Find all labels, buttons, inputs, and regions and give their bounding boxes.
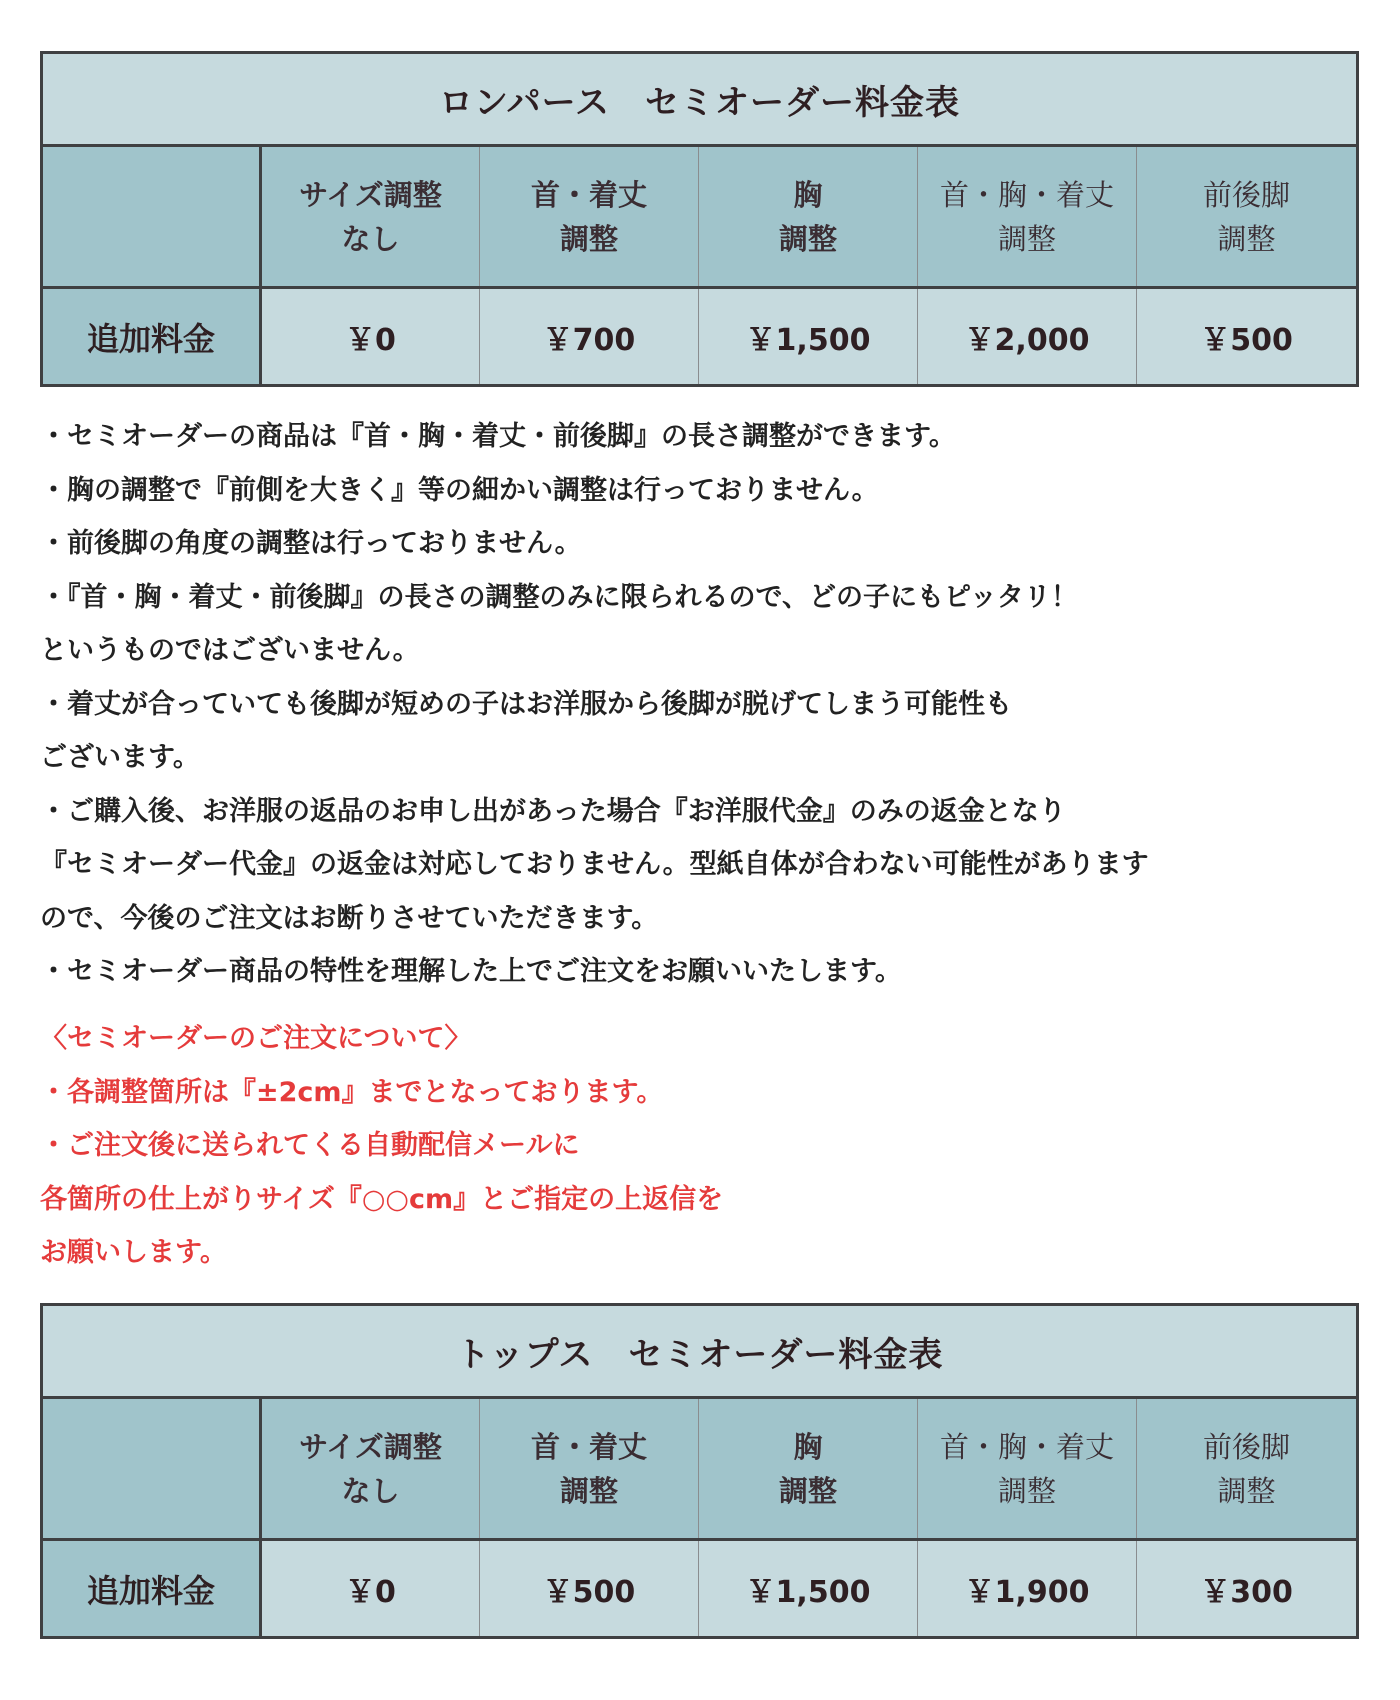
header-neck-length: 首・着丈 調整 (480, 1398, 699, 1540)
price-cell: ￥300 (1137, 1540, 1358, 1638)
order-note-line: 各箇所の仕上がりサイズ『○○cm』とご指定の上返信を (40, 1183, 724, 1215)
note-line: ございます。 (40, 742, 200, 773)
price-cell: ￥0 (261, 1540, 480, 1638)
row-label-extra-fee: 追加料金 (42, 288, 261, 386)
note-line: ・前後脚の角度の調整は行っておりません。 (40, 528, 582, 559)
order-note-line: ・ご注文後に送られてくる自動配信メールに (40, 1130, 580, 1161)
header-neck-chest-length: 首・胸・着丈 調整 (918, 146, 1137, 288)
header-empty-cell (42, 146, 261, 288)
order-note-heading: 〈セミオーダーのご注文について〉 (40, 1023, 472, 1054)
price-cell: ￥0 (261, 288, 480, 386)
price-cell: ￥500 (1137, 288, 1358, 386)
note-line: ・ご購入後、お洋服の返品のお申し出があった場合『お洋服代金』のみの返金となり (40, 795, 1066, 827)
tops-table-title: トップス セミオーダー料金表 (42, 1305, 1358, 1398)
price-cell: ￥1,900 (918, 1540, 1137, 1638)
notes-section (40, 410, 1370, 999)
header-chest: 胸 調整 (699, 146, 918, 288)
rompers-table-title: ロンパース セミオーダー料金表 (42, 53, 1358, 146)
row-label-extra-fee: 追加料金 (42, 1540, 261, 1638)
note-line: ので、今後のご注文はお断りさせていただきます。 (40, 902, 659, 934)
note-line: ・セミオーダー商品の特性を理解した上でご注文をお願いいたします。 (40, 956, 902, 987)
note-line: ・セミオーダーの商品は『首・胸・着丈・前後脚』の長さ調整ができます。 (40, 421, 956, 452)
price-cell: ￥1,500 (699, 288, 918, 386)
tops-price-table (40, 1303, 1359, 1639)
header-neck-chest-length: 首・胸・着丈 調整 (918, 1398, 1137, 1540)
note-line: ・『首・胸・着丈・前後脚』の長さの調整のみに限られるので、どの子にもピッタリ！ (40, 581, 1078, 613)
order-note-line: ・各調整箇所は『±2cm』までとなっております。 (40, 1076, 664, 1108)
note-line: というものではございません。 (40, 635, 420, 666)
header-legs: 前後脚 調整 (1137, 1398, 1358, 1540)
header-no-adjust: サイズ調整 なし (261, 1398, 480, 1540)
header-empty-cell (42, 1398, 261, 1540)
header-chest: 胸 調整 (699, 1398, 918, 1540)
header-neck-length: 首・着丈 調整 (480, 146, 699, 288)
header-no-adjust: サイズ調整 なし (261, 146, 480, 288)
order-notes-section (40, 1012, 1370, 1280)
note-line: ・着丈が合っていても後脚が短めの子はお洋服から後脚が脱げてしまう可能性も (40, 688, 1012, 720)
price-cell: ￥2,000 (918, 288, 1137, 386)
price-cell: ￥1,500 (699, 1540, 918, 1638)
price-cell: ￥500 (480, 1540, 699, 1638)
rompers-price-table (40, 51, 1359, 387)
header-legs: 前後脚 調整 (1137, 146, 1358, 288)
note-line: 『セミオーダー代金』の返金は対応しておりません。型紙自体が合わない可能性があります (40, 849, 1149, 880)
order-note-line: お願いします。 (40, 1237, 227, 1268)
price-cell: ￥700 (480, 288, 699, 386)
note-line: ・胸の調整で『前側を大きく』等の細かい調整は行っておりません。 (40, 474, 879, 506)
